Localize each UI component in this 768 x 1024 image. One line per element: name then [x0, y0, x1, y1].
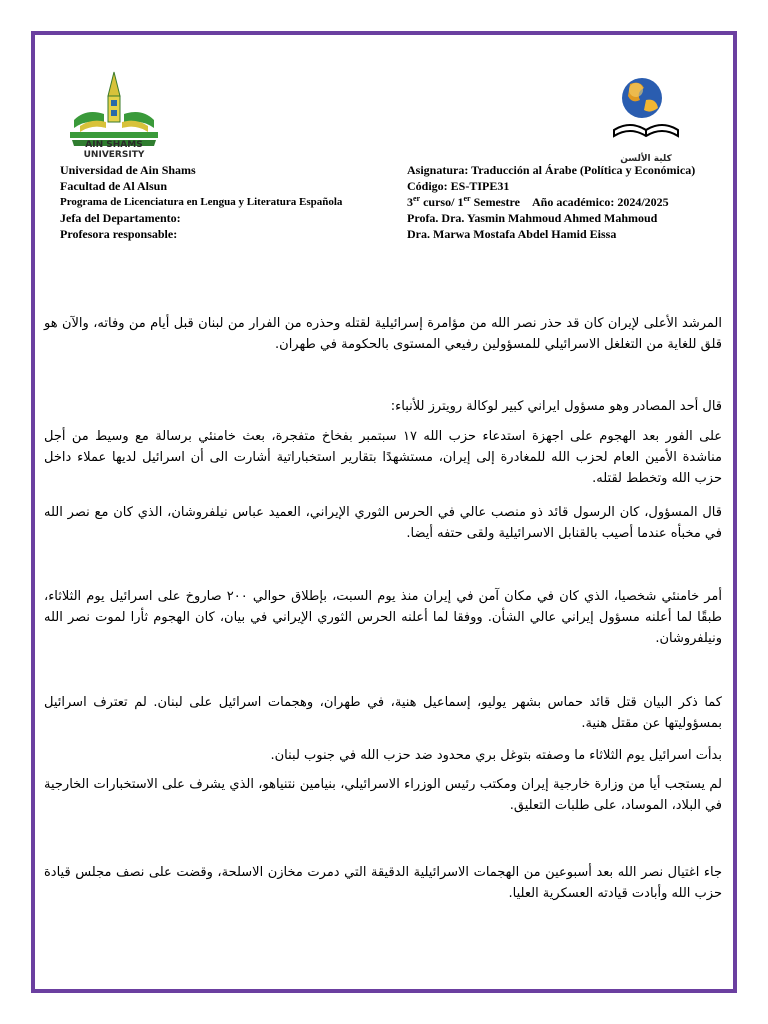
university-name: Universidad de Ain Shams: [60, 163, 196, 177]
department-head-label: Jefa del Departamento:: [60, 211, 181, 225]
academic-year: Año académico: 2024/2025: [532, 195, 669, 209]
al-alsun-faculty-logo: [606, 70, 686, 164]
paragraph-text: لم يستجب أيا من وزارة خارجية إيران ومكتب رئيس الوزراء الاسرائيلي، بنيامين نتنياهو، الذي يشرف على الاستخبارات الخارجية في البلاد، الموساد، على طلبات التعليق.: [44, 777, 722, 813]
paragraph: [44, 396, 722, 417]
header-right-block: [407, 162, 737, 242]
header-left-block: [60, 162, 400, 242]
course-word: curso/ 1: [420, 195, 464, 209]
paragraph-text: بدأت اسرائيل يوم الثلاثاء ما وصفته بتوغل بري محدود ضد حزب الله في جنوب لبنان.: [270, 748, 722, 763]
globe-book-icon: [606, 70, 686, 148]
semester-ordinal: er: [463, 194, 471, 203]
paragraph-text: المرشد الأعلى لإيران كان قد حذر نصر الله من مؤامرة إسرائيلية لقتله وحذره من الفرار من لبنان قبل أيام من وفاته، والآن هو قلق للغاية من التغلغل الاسرائيلي للمسؤولين رفيعي المستوى بالحكومة في طهران.: [44, 316, 722, 352]
paragraph: [44, 774, 722, 816]
university-emblem-icon: [66, 70, 162, 148]
responsible-teacher-name: Dra. Marwa Mostafa Abdel Hamid Eissa: [407, 227, 617, 241]
university-logo-caption: AIN SHAMS UNIVERSITY: [83, 140, 145, 160]
faculty-name: Facultad de Al Alsun: [60, 179, 168, 193]
ain-shams-university-logo: [66, 70, 162, 160]
semester-word: Semestre: [470, 195, 520, 209]
paragraph: [44, 313, 722, 355]
course-number: 3: [407, 195, 413, 209]
responsible-teacher-label: Profesora responsable:: [60, 227, 178, 241]
course-code: Código: ES-TIPE31: [407, 179, 510, 193]
paragraph-text: قال أحد المصادر وهو مسؤول ايراني كبير لوكالة رويترز للأنباء:: [390, 399, 722, 414]
subject-line: Asignatura: Traducción al Árabe (Política y Económica): [407, 163, 696, 177]
paragraph: [44, 502, 722, 544]
paragraph: [44, 692, 722, 734]
course-ordinal: er: [413, 194, 421, 203]
paragraph-text: كما ذكر البيان قتل قائد حماس بشهر يوليو، إسماعيل هنية، في طهران، وهجمات اسرائيل على لبنان. لم تعترف اسرائيل بمسؤوليتها عن مقتل هنية.: [44, 695, 722, 731]
paragraph: [44, 745, 722, 766]
paragraph-text: على الفور بعد الهجوم على اجهزة استدعاء حزب الله ١٧ سبتمبر بفخاخ متفجرة، بعث خامنئي برسالة مع وسيط من أجل مناشدة الأمين العام لحزب الله للمغادرة إلى إيران، مستشهدًا بتقارير استخباراتية أشارت الى أن اسرائيل لديها عملاء داخل حزب الله وتخطط لقتله.: [44, 429, 722, 486]
paragraph-text: أمر خامنئي شخصيا، الذي كان في مكان آمن في إيران منذ يوم السبت، بإطلاق حوالي ٢٠٠ صاروخ على اسرائيل يوم الثلاثاء، طبقًا لما أعلنه مسؤول إيراني عالي الشأن. ووفقا لما أعلنه الحرس الثوري الإيراني في بيان، كان الهجوم ثأرا لموت نصر الله ونيلفروشان.: [44, 589, 723, 646]
faculty-logo-caption: كلية الألسن: [620, 154, 672, 164]
program-name: Programa de Licenciatura en Lengua y Literatura Española: [60, 196, 343, 208]
department-head-name: Profa. Dra. Yasmin Mahmoud Ahmed Mahmoud: [407, 211, 658, 225]
paragraph: [44, 426, 722, 489]
paragraph-text: قال المسؤول، كان الرسول قائد ذو منصب عالي في الحرس الثوري الإيراني، العميد عباس نيلفروشان، الذي كان مع نصر الله في مخبأه عندما أصيب بالقنابل الاسرائيلية ولقى حتفه أيضا.: [44, 505, 722, 541]
paragraph: [44, 586, 722, 649]
course-semester-year-line: [407, 194, 737, 210]
paragraph: [44, 862, 722, 904]
paragraph-text: جاء اغتيال نصر الله بعد أسبوعين من الهجمات الاسرائيلية الدقيقة التي دمرت مخازن الاسلحة، وقضت على نصف مجلس قيادة حزب الله وأبادت قيادته العسكرية العليا.: [44, 865, 722, 901]
